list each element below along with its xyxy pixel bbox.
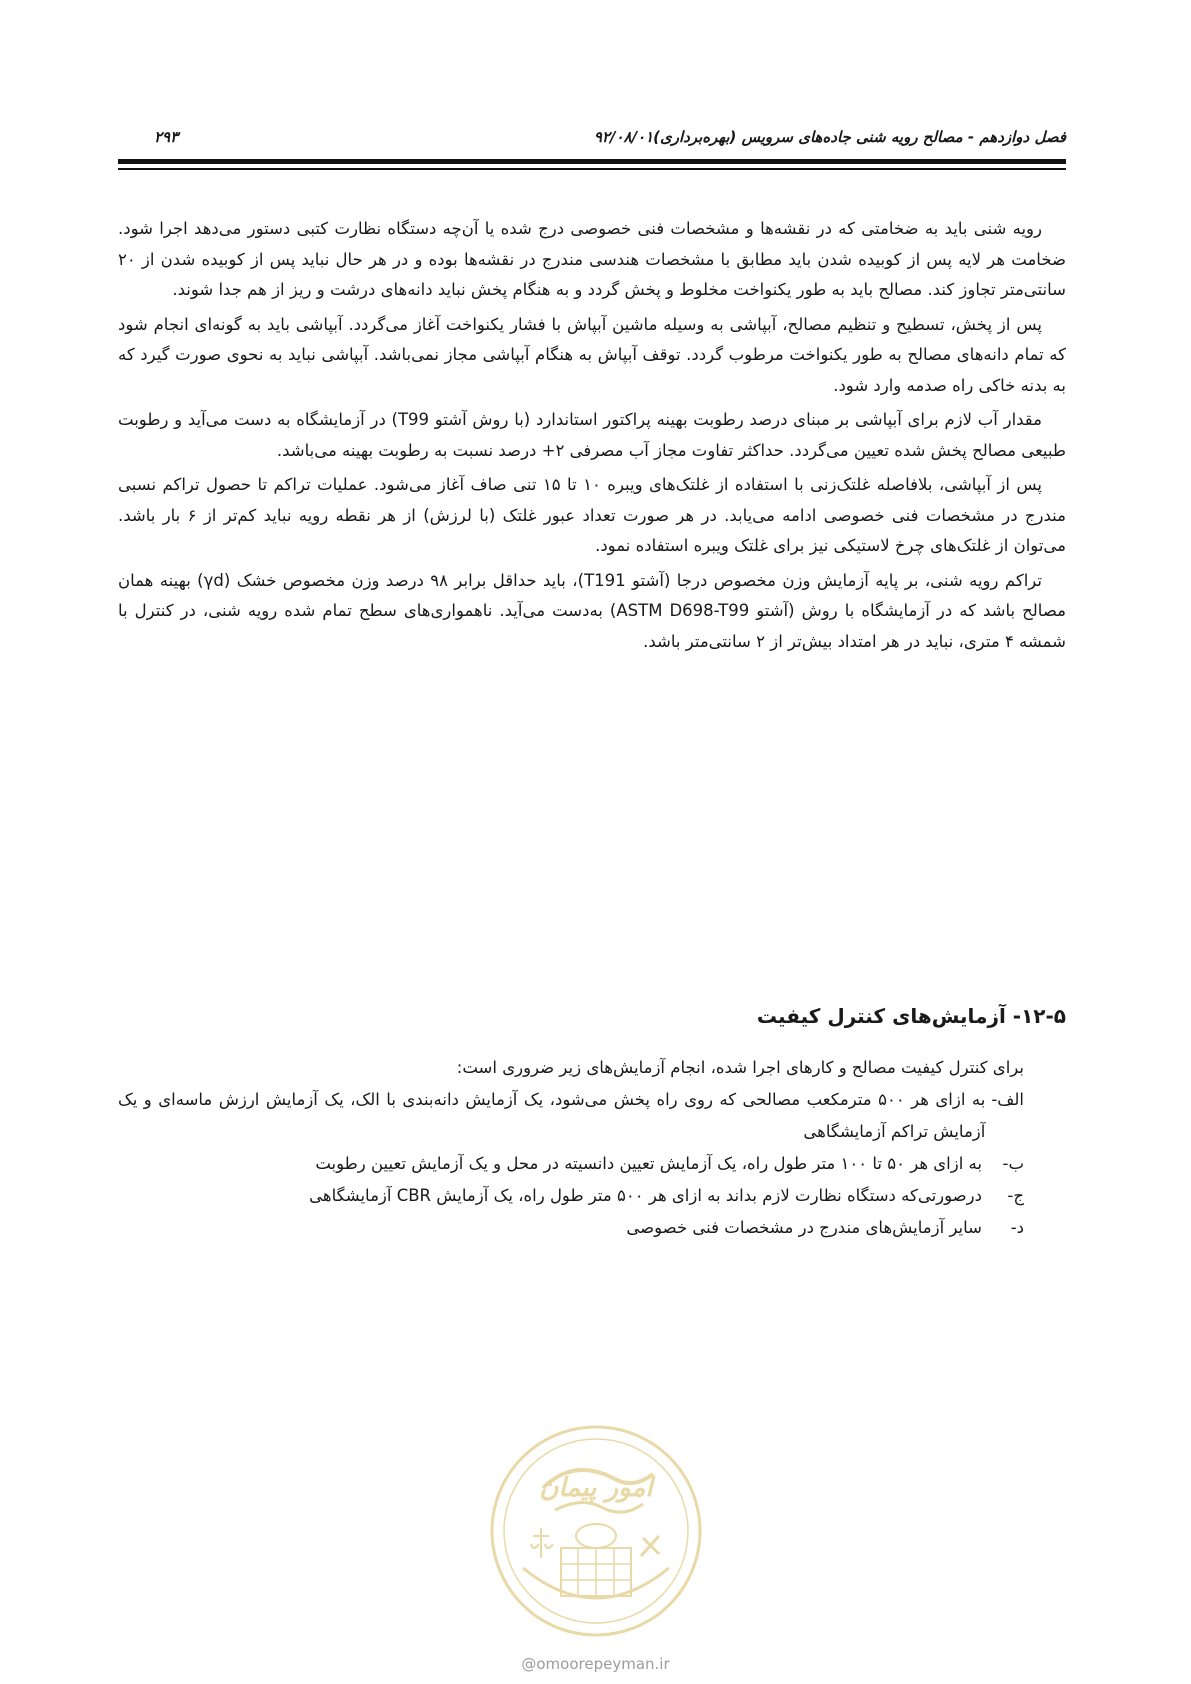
section-intro: برای کنترل کیفیت مصالح و کارهای اجرا شده، انجام آزمایش‌های زیر ضروری است: — [456, 1058, 1024, 1077]
list-item-text: سایر آزمایش‌های مندرج در مشخصات فنی خصوصی — [626, 1218, 982, 1237]
watermark-seal-icon — [483, 1418, 709, 1644]
list-marker: ب- — [1002, 1154, 1024, 1173]
section-heading: ۱۲-۵- آزمایش‌های کنترل کیفیت — [756, 1004, 1066, 1028]
test-list — [118, 1084, 1066, 1244]
section-body — [118, 1052, 1066, 1244]
list-marker: د- — [1010, 1218, 1024, 1237]
paragraph: رویه شنی باید به ضخامتی که در نقشه‌ها و مشخصات فنی خصوصی درج شده یا آن‌چه دستگاه نظارت کتبی دستور می‌دهد اجرا شود. ضخامت هر لایه پس از کوبیده شدن باید مطابق با مشخصات هندسی مندرج در نقشه‌ها بوده و در هر حال نباید پس از کوبیده شدن از ۲۰ سانتی‌متر تجاوز کند. مصالح باید به طور یکنواخت مخلوط و پخش گردد و به هنگام پخش نباید دانه‌های درشت و ریز از هم جدا شوند. — [118, 219, 1066, 299]
paragraph: پس از آبپاشی، بلافاصله غلتک‌زنی با استفاده از غلتک‌های ویبره ۱۰ تا ۱۵ تنی صاف آغاز می‌شود. عملیات تراکم تا حصول تراکم نسبی مندرج در مشخصات فنی خصوصی ادامه می‌یابد. در هر صورت تعداد عبور غلتک (با لرزش) از هر نقطه رویه نباید کم‌تر از ۶ بار باشد. می‌توان از غلتک‌های چرخ لاستیکی نیز برای غلتک ویبره استفاده نمود. — [118, 475, 1066, 555]
list-item — [118, 1148, 1066, 1180]
header-rule-thin — [118, 168, 1066, 170]
list-item-text: به ازای هر ۵۰ تا ۱۰۰ متر طول راه، یک آزمایش تعیین دانسیته در محل و یک آزمایش تعیین رطوبت — [315, 1154, 982, 1173]
chapter-title: فصل دوازدهم - مصالح رویه شنی جاده‌های سرویس (بهره‌برداری)۹۲/۰۸/۰۱ — [593, 128, 1066, 146]
list-marker: الف- — [991, 1090, 1024, 1109]
watermark-at-icon: @ — [521, 1655, 537, 1673]
header-rule-thick — [118, 159, 1066, 164]
paragraph: مقدار آب لازم برای آبپاشی بر مبنای درصد رطوبت بهینه پراکتور استاندارد (با روش آشتو T99) در آزمایشگاه به دست می‌آید و رطوبت طبیعی مصالح پخش شده تعیین می‌گردد. حداکثر تفاوت مجاز آب مصرفی ۲+ درصد نسبت به رطوبت بهینه می‌باشد. — [118, 410, 1066, 460]
paragraph: تراکم رویه شنی، بر پایه آزمایش وزن مخصوص درجا (آشتو T191)، باید حداقل برابر ۹۸ درصد وزن مخصوص خشک (γd) بهینه همان مصالح باشد که در آزمایشگاه با روش (آشتو ASTM D698-T99) به‌دست می‌آید. ناهمواری‌های سطح تمام شده رویه شنی، در کنترل با شمشه ۴ متری، نباید در هر امتداد بیش‌تر از ۲ سانتی‌متر باشد. — [118, 570, 1066, 651]
page-header — [118, 128, 1066, 154]
body-text — [118, 214, 1066, 661]
list-item — [118, 1180, 1066, 1212]
watermark-url — [0, 1655, 1191, 1673]
list-item — [118, 1084, 1066, 1148]
list-item — [118, 1212, 1066, 1244]
list-item-text: به ازای هر ۵۰۰ مترمکعب مصالحی که روی راه پخش می‌شود، یک آزمایش دانه‌بندی با الک، یک آزمایش ارزش ماسه‌ای و یک آزمایش تراکم آزمایشگاهی — [118, 1090, 986, 1141]
watermark-url-text: omoorepeyman.ir — [536, 1655, 670, 1673]
list-item-text: درصورتی‌که دستگاه نظارت لازم بداند به ازای هر ۵۰۰ متر طول راه، یک آزمایش CBR آزمایشگاهی — [309, 1186, 982, 1205]
watermark-logo-text: امور پیمان — [539, 1473, 653, 1503]
list-marker: ج- — [1007, 1186, 1024, 1205]
page-number: ۲۹۳ — [154, 128, 179, 146]
paragraph: پس از پخش، تسطیح و تنظیم مصالح، آبپاشی به وسیله ماشین آبپاش با فشار یکنواخت آغاز می‌گردد. آبپاشی باید به گونه‌ای انجام شود که تمام دانه‌های مصالح به طور یکنواخت مرطوب گردد. توقف آبپاش به هنگام آبپاشی مجاز نمی‌باشد. آبپاشی نباید به نحوی صورت گیرد که به بدنه خاکی راه صدمه وارد شود. — [118, 314, 1066, 395]
